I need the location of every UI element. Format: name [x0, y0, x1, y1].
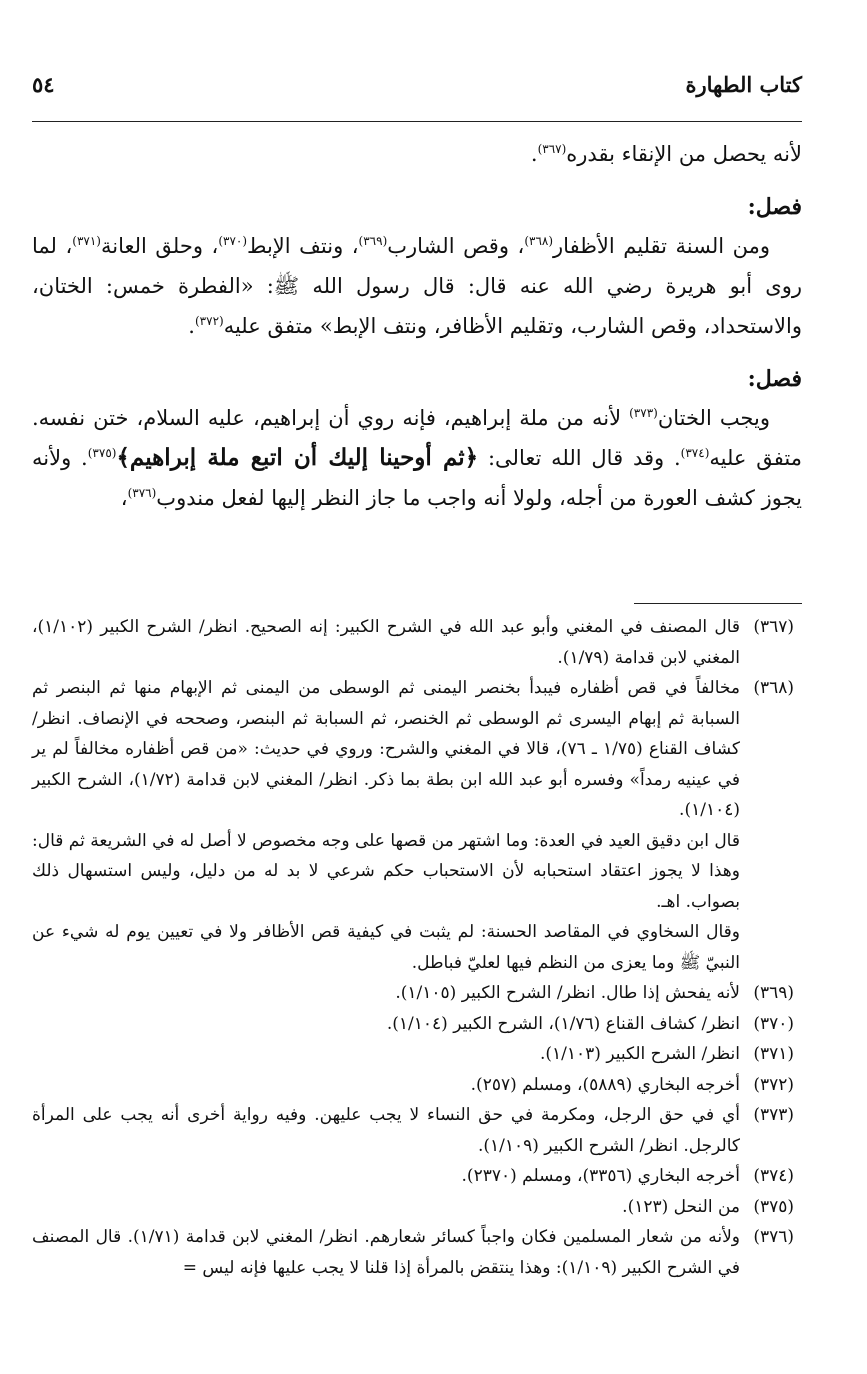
footnote-item — [32, 612, 802, 673]
footnote-number: (٣٧٠) — [753, 1013, 794, 1034]
footnote-item — [32, 1161, 802, 1192]
footnote-text: أخرجه البخاري (٣٣٥٦)، ومسلم (٢٣٧٠). — [461, 1166, 740, 1186]
footnote-text: لأنه يفحش إذا طال. انظر/ الشرح الكبير (١/١٠٥). — [395, 983, 740, 1003]
footnote-item — [32, 1192, 802, 1223]
main-text — [32, 134, 802, 518]
footnote-item — [32, 1039, 802, 1070]
footnote-ref[interactable]: (٣٦٧) — [537, 142, 567, 156]
footnote-text: انظر/ كشاف القناع (١/٧٦)، الشرح الكبير (١/١٠٤). — [386, 1013, 740, 1034]
quran-verse: ﴿ثم أوحينا إليك أن اتبع ملة إبراهيم﴾ — [116, 444, 479, 471]
footnote-continuation: قال ابن دقيق العيد في العدة: وما اشتهر من قصها على وجه مخصوص لا أصل له في الشريعة ثم قال: وهذا لا يجوز اعتقاد استحبابه لأن الاستحباب حكم شرعي لا بد له من دليل، وليس استسهال ذلك بصواب. اهـ. — [32, 830, 740, 912]
footnote-number: (٣٧٣) — [753, 1105, 794, 1125]
footnote-ref[interactable]: (٣٧١) — [72, 234, 101, 248]
footnote-text: ولأنه من شعار المسلمين فكان واجباً كسائر شعارهم. انظر/ المغني لابن قدامة (١/٧١). قال المصنف في الشرح الكبير (١/١٠٩): وهذا ينتقض بالمرأة إذا قلنا لا يجب عليها فإنه ليس = — [32, 1227, 740, 1278]
footnote-number: (٣٧٢) — [753, 1074, 794, 1095]
paragraph-fitra: ومن السنة تقليم الأظفار$^{(٣٦٨)}$، وقص الشارب$^{(٣٦٩)}$، ونتف الإبط$^{(٣٧٠)}$، وحلق العانة$^{(٣٧١)}$، لما روى أبو هريرة رضي الله عنه قال: قال رسول الله ﷺ: «الفطرة خمس: الختان، والاستحداد، وقص الشارب، وتقليم الأظافر، ونتف الإبط» متفق عليه$^{(٣٧٢)}$. — [32, 234, 802, 338]
footnote-ref[interactable]: (٣٧٥) — [87, 446, 117, 460]
footnote-text: من النحل (١٢٣). — [622, 1196, 740, 1217]
footnote-number: (٣٧٥) — [753, 1196, 794, 1217]
footnote-ref[interactable]: (٣٧٤) — [680, 446, 710, 460]
footnote-continuation: وقال السخاوي في المقاصد الحسنة: لم يثبت في كيفية قص الأظافر ولا في تعيين يوم له شيء عن النبيّ ﷺ وما يعزى من النظم فيها لعليّ فباطل. — [32, 922, 740, 973]
footnote-divider — [634, 603, 802, 604]
page-number: ٥٤ — [32, 72, 55, 97]
footnote-item — [32, 1222, 802, 1283]
footnote-text: قال المصنف في المغني وأبو عبد الله في الشرح الكبير: إنه الصحيح. انظر/ الشرح الكبير (١/١٠٢)، المغني لابن قدامة (١/٧٩). — [32, 617, 740, 668]
footnote-text: أخرجه البخاري (٥٨٨٩)، ومسلم (٢٥٧). — [470, 1074, 740, 1095]
footnote-ref[interactable]: (٣٦٨) — [524, 234, 554, 248]
footnote-text: انظر/ الشرح الكبير (١/١٠٣). — [539, 1044, 740, 1064]
page-header — [32, 72, 802, 108]
footnote-text: مخالفاً في قص أظفاره فيبدأ بخنصر اليمنى ثم الوسطى من اليمنى ثم الإبهام منها ثم البنصر ثم السبابة ثم إبهام اليسرى ثم الوسطى ثم الخنصر، ثم السبابة ثم البنصر، وصححه في الإنصاف. انظر/ كشاف القناع (١/٧٥ ـ ٧٦)، قالا في المغني والشرح: وروي في حديث: «من قص أظفاره مخالفاً لم ير في عينيه رمداً» وفسره أبو عبد الله ابن بطة بما ذكر. انظر/ المغني لابن قدامة (١/٧٢)، الشرح الكبير (١/١٠٤). — [32, 678, 740, 820]
footnote-item — [32, 1100, 802, 1161]
footnote-ref[interactable]: (٣٧٠) — [218, 234, 248, 248]
footnote-number: (٣٧١) — [753, 1044, 794, 1064]
footnote-item — [32, 1070, 802, 1101]
footnote-ref[interactable]: (٣٦٩) — [358, 234, 388, 248]
paragraph-khitan: ويجب الختان$^{(٣٧٣)}$ لأنه من ملة إبراهيم، فإنه روي أن إبراهيم، عليه السلام، ختن نفسه. متفق عليه$^{(٣٧٤)}$. وقد قال الله تعالى: ﴿ثم أوحينا إليك أن اتبع ملة إبراهيم﴾$^{(٣٧٥)}$. ولأنه يجوز كشف العورة من أجله، ولولا أنه واجب ما جاز النظر إليها لفعل مندوب$^{(٣٧٦)}$، — [32, 406, 802, 510]
footnote-text: أي في حق الرجل، ومكرمة في حق النساء لا يجب عليهن. وفيه رواية أخرى أنه يجب على المرأة كالرجل. انظر/ الشرح الكبير (١/١٠٩). — [32, 1105, 740, 1156]
book-title: كتاب الطهارة — [685, 72, 802, 97]
footnotes — [32, 612, 802, 1283]
footnote-item — [32, 978, 802, 1009]
footnote-ref[interactable]: (٣٧٣) — [629, 406, 658, 420]
header-divider — [32, 121, 802, 122]
footnote-item — [32, 1009, 802, 1040]
footnote-number: (٣٦٧) — [753, 617, 794, 637]
footnote-number: (٣٧٦) — [753, 1227, 794, 1247]
section-heading: فصل: — [747, 194, 802, 220]
section-heading: فصل: — [747, 366, 802, 392]
book-page — [32, 0, 802, 1374]
footnote-number: (٣٦٨) — [753, 678, 794, 698]
footnote-number: (٣٦٩) — [753, 983, 794, 1003]
footnote-item — [32, 673, 802, 826]
paragraph-intro: لأنه يحصل من الإنقاء بقدره$^{(٣٦٧)}$. — [530, 142, 802, 166]
footnote-number: (٣٧٤) — [753, 1166, 794, 1186]
footnote-ref[interactable]: (٣٧٢) — [194, 314, 224, 328]
footnote-ref[interactable]: (٣٧٦) — [127, 486, 157, 500]
